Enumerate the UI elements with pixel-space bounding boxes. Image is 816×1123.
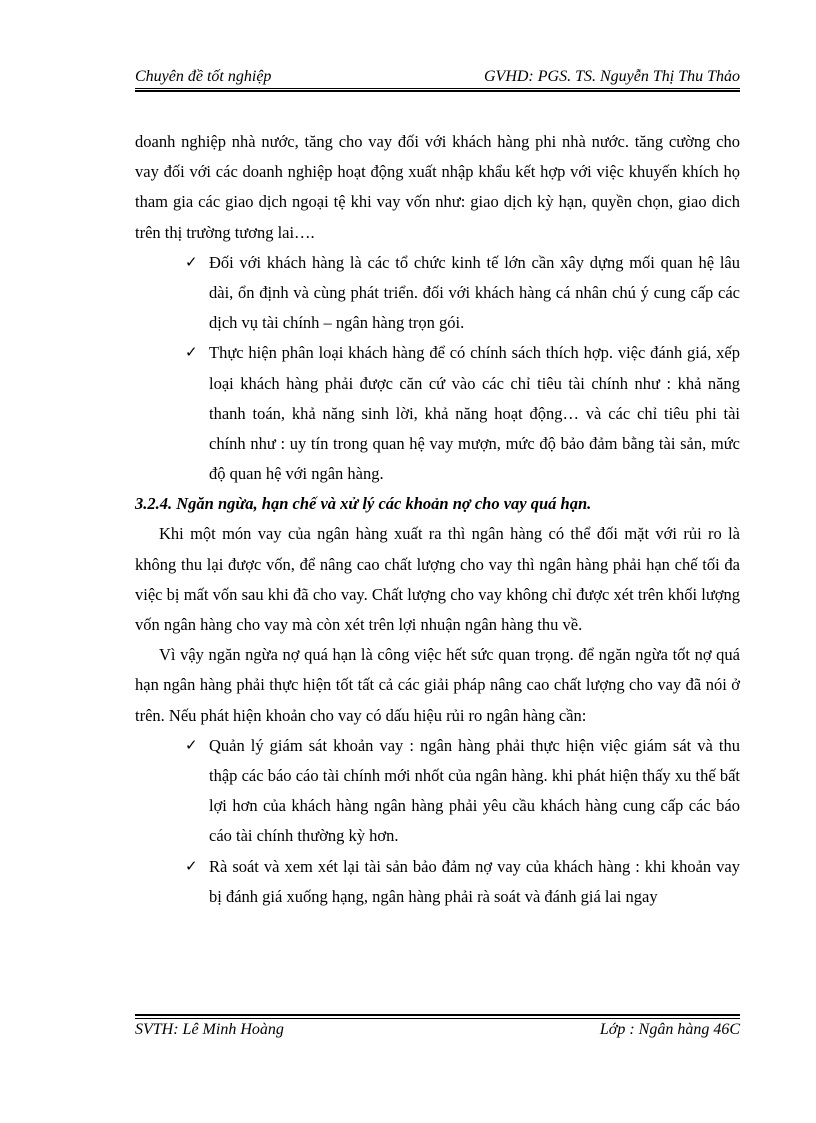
page-header xyxy=(135,68,740,86)
footer-divider xyxy=(135,1014,740,1019)
bullet-text-4: Rà soát và xem xét lại tài sản bảo đảm nợ vay của khách hàng : khi khoản vay bị đánh giá xuống hạng, ngân hàng phải rà soát và đánh giá lai ngay xyxy=(209,856,740,906)
bullet-item-1 xyxy=(135,248,740,339)
bullet-item-4 xyxy=(135,852,740,912)
checkmark-icon: ✓ xyxy=(185,858,198,875)
header-divider xyxy=(135,88,740,92)
bullet-item-2 xyxy=(135,338,740,489)
bullet-text-3: Quản lý giám sát khoản vay : ngân hàng phải thực hiện việc giám sát và thu thập các báo cáo tài chính mới nhốt của ngân hàng. khi phát hiện thấy xu thế bất lợi hơn của khách hàng ngân hàng phải yêu cầu khách hàng cung cấp các báo cáo tài chính thường kỳ hơn. xyxy=(209,735,740,846)
header-title: Chuyên đề tốt nghiệp xyxy=(135,68,272,85)
page-footer xyxy=(135,1021,740,1039)
bullet-text-2: Thực hiện phân loại khách hàng để có chính sách thích hợp. việc đánh giá, xếp loại khách hàng phải được căn cứ vào các chỉ tiêu tài chính như : khả năng thanh toán, khả năng sinh lời, khả năng hoạt động… và các chỉ tiêu phi tài chính như : uy tín trong quan hệ vay mượn, mức độ bảo đảm bằng tài sản, mức độ quan hệ với ngân hàng. xyxy=(209,343,740,484)
checkmark-icon: ✓ xyxy=(185,345,198,362)
header-advisor: GVHD: PGS. TS. Nguyễn Thị Thu Thảo xyxy=(483,68,740,85)
paragraph-3: Vì vậy ngăn ngừa nợ quá hạn là công việc hết sức quan trọng. để ngăn ngừa tốt nợ quá hạn ngân hàng phải thực hiện tốt tất cả các giải pháp nâng cao chất lượng cho vay đã nói ở trên. Nếu phát hiện khoản cho vay có dấu hiệu rủi ro ngân hàng cần: xyxy=(135,645,740,725)
bullet-item-3 xyxy=(135,731,740,852)
footer-student: SVTH: Lê Minh Hoàng xyxy=(135,1021,284,1038)
section-heading: 3.2.4. Ngăn ngừa, hạn chế và xử lý các khoản nợ cho vay quá hạn. xyxy=(135,494,592,514)
paragraph-1: doanh nghiệp nhà nước, tăng cho vay đối với khách hàng phi nhà nước. tăng cường cho vay đối với các doanh nghiệp hoạt động xuất nhập khẩu kết hợp với việc khuyến khích họ tham gia các giao dịch ngoại tệ khi vay vốn như: giao dịch kỳ hạn, quyền chọn, giao dich trên thị trường tương lai…. xyxy=(135,132,740,242)
footer-class: Lớp : Ngân hàng 46C xyxy=(599,1021,740,1038)
paragraph-2: Khi một món vay của ngân hàng xuất ra thì ngân hàng có thể đối mặt với rủi ro là không thu lại được vốn, để nâng cao chất lượng cho vay thì ngân hàng phải hạn chế tối đa việc bị mất vốn sau khi đã cho vay. Chất lượng cho vay không chỉ được xét trên khối lượng vốn ngân hàng cho vay mà còn xét trên lợi nhuận ngân hàng thu về. xyxy=(135,524,740,635)
checkmark-icon: ✓ xyxy=(185,254,198,271)
checkmark-icon: ✓ xyxy=(185,737,198,754)
bullet-text-1: Đối với khách hàng là các tổ chức kinh tế lớn cần xây dựng mối quan hệ lâu dài, ổn định và cùng phát triển. đối với khách hàng cá nhân chú ý cung cấp các dịch vụ tài chính – ngân hàng trọn gói. xyxy=(209,252,740,333)
document-body xyxy=(135,127,740,912)
